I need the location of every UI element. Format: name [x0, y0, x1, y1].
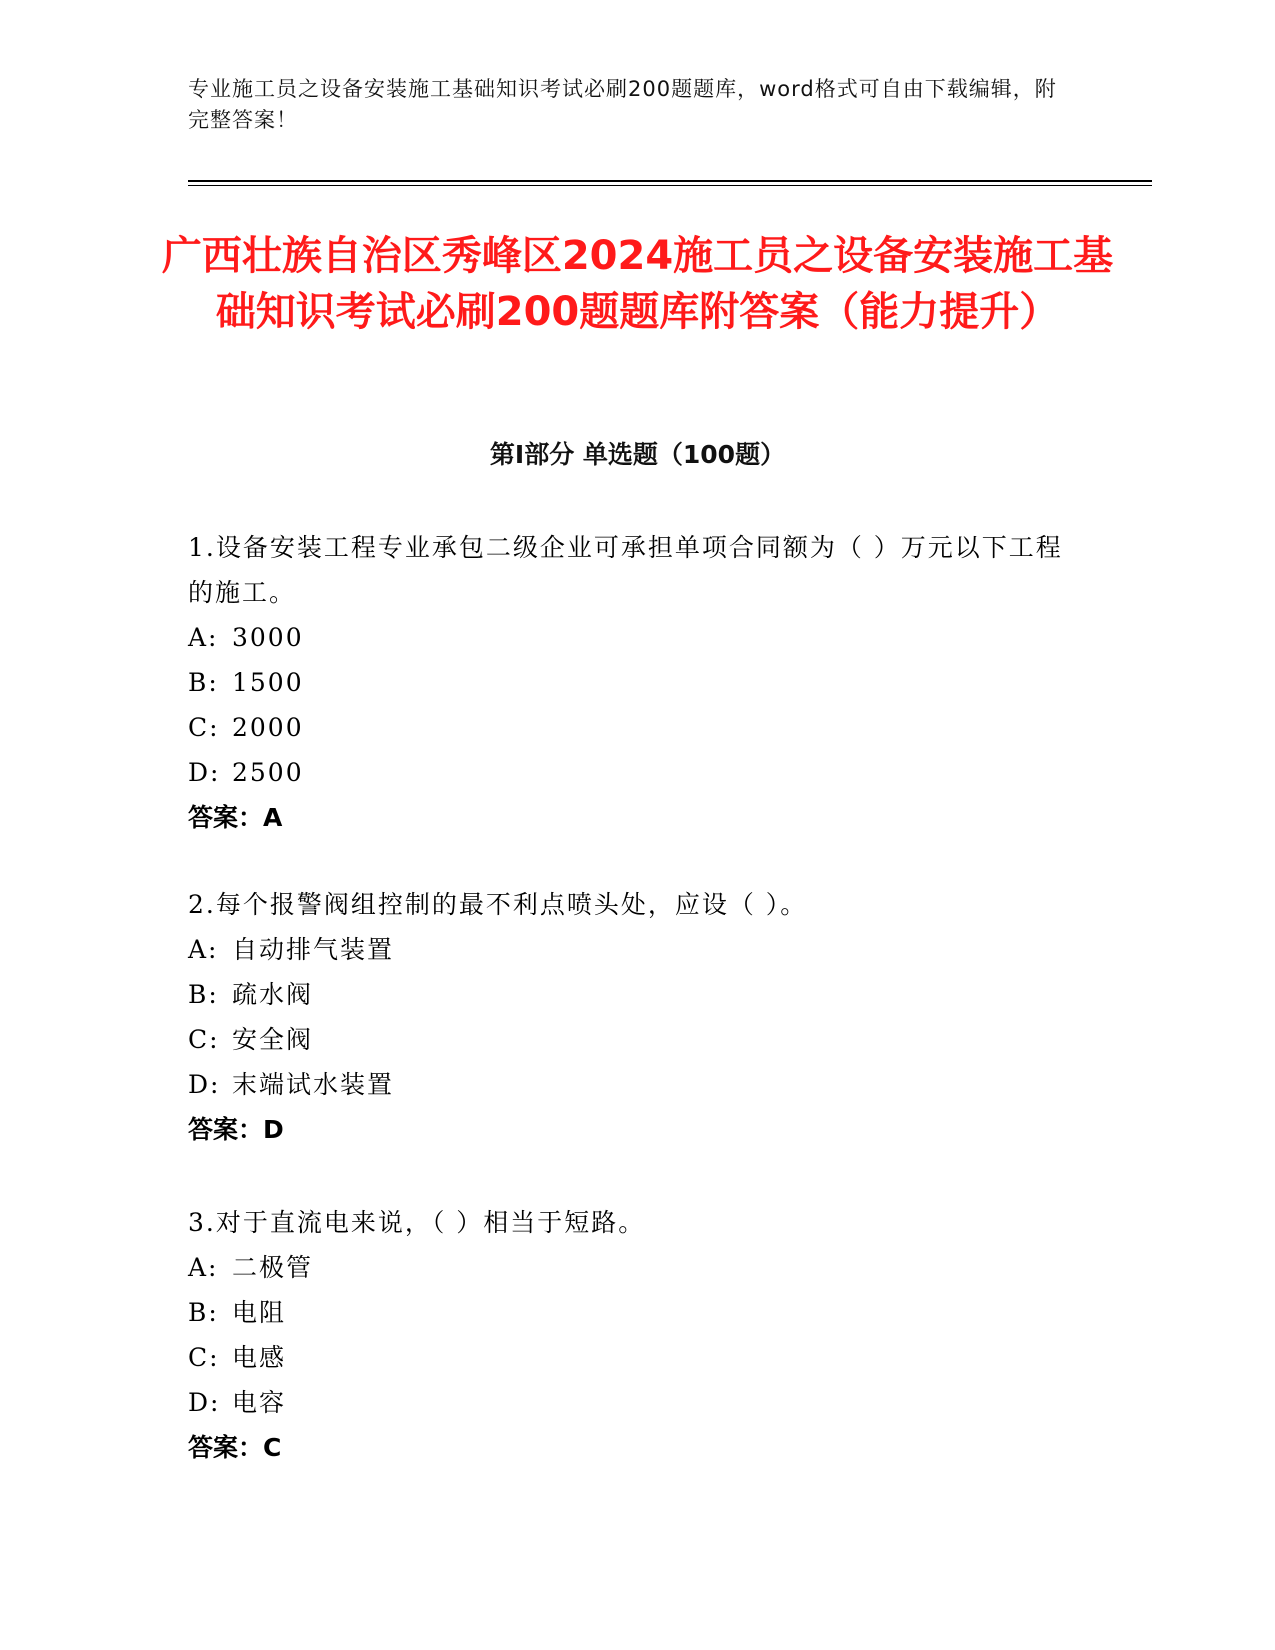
option-key: B: [188, 980, 219, 1009]
option-c [188, 705, 1088, 750]
answer: 答案：D [188, 1115, 284, 1144]
option-key: A: [188, 623, 219, 652]
option-a [188, 615, 1088, 660]
option-b [188, 972, 1088, 1017]
option-text: 安全阀 [232, 1025, 314, 1054]
option-c [188, 1335, 1088, 1380]
option-text: 3000 [232, 623, 304, 652]
option-a [188, 927, 1088, 972]
option-text: 电感 [232, 1343, 287, 1372]
answer: 答案：C [188, 1433, 282, 1462]
option-key: B: [188, 1298, 219, 1327]
option-key: D: [188, 758, 221, 787]
document-title: 广西壮族自治区秀峰区2024施工员之设备安装施工基础知识考试必刷200题题库附答案（能力提升） [161, 233, 1114, 335]
option-text: 1500 [232, 668, 304, 697]
option-key: C: [188, 1343, 220, 1372]
question-stem: 3.对于直流电来说，（ ）相当于短路。 [188, 1208, 646, 1237]
option-d [188, 1380, 1088, 1425]
option-text: 疏水阀 [232, 980, 314, 1009]
question-stem: 1.设备安装工程专业承包二级企业可承担单项合同额为（ ）万元以下工程的施工。 [188, 533, 1063, 607]
answer: 答案：A [188, 803, 283, 832]
option-key: D: [188, 1070, 221, 1099]
question-2 [188, 882, 1088, 1152]
question-3 [188, 1200, 1088, 1470]
option-b [188, 660, 1088, 705]
option-text: 自动排气装置 [232, 935, 395, 964]
option-c [188, 1017, 1088, 1062]
section-title: 第I部分 单选题（100题） [489, 440, 786, 469]
option-key: A: [188, 1253, 219, 1282]
question-stem: 2.每个报警阀组控制的最不利点喷头处，应设（ ）。 [188, 890, 808, 919]
option-text: 2000 [232, 713, 304, 742]
option-text: 电容 [232, 1388, 287, 1417]
option-text: 末端试水装置 [232, 1070, 395, 1099]
option-text: 2500 [232, 758, 304, 787]
option-key: C: [188, 1025, 220, 1054]
option-key: B: [188, 668, 219, 697]
option-b [188, 1290, 1088, 1335]
question-1 [188, 525, 1088, 840]
option-d [188, 1062, 1088, 1107]
header-divider-thick [188, 180, 1152, 182]
option-a [188, 1245, 1088, 1290]
option-text: 电阻 [232, 1298, 287, 1327]
option-key: D: [188, 1388, 221, 1417]
option-key: C: [188, 713, 220, 742]
header-note: 专业施工员之设备安装施工基础知识考试必刷200题题库，word格式可自由下载编辑，附完整答案！ [188, 77, 1057, 132]
header-divider-thin [188, 185, 1152, 186]
option-d [188, 750, 1088, 795]
option-text: 二极管 [232, 1253, 314, 1282]
option-key: A: [188, 935, 219, 964]
